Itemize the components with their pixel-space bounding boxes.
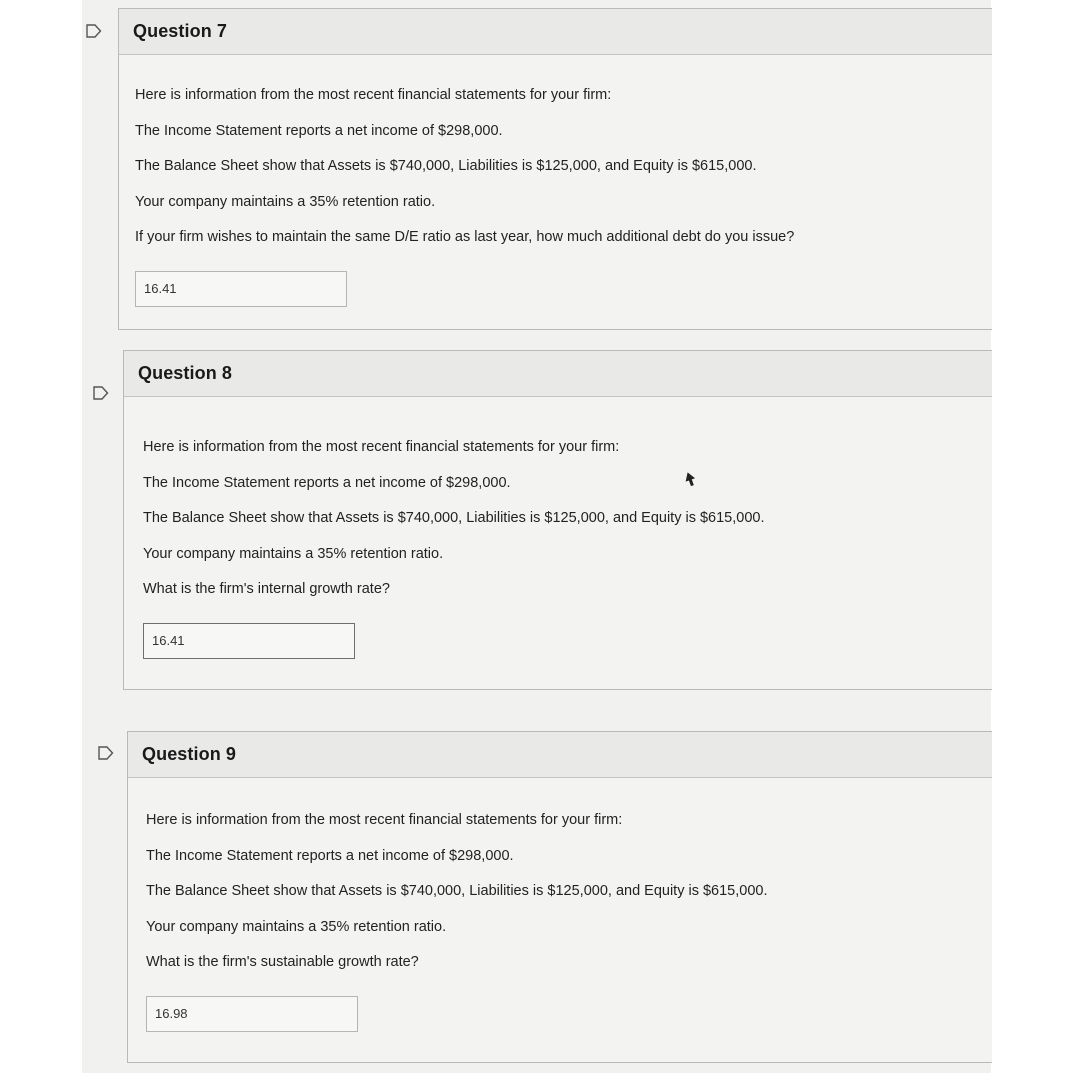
question-8-line-2: The Income Statement reports a net income of $298,000. [143, 474, 511, 491]
question-8-line-5: What is the firm's internal growth rate? [143, 581, 390, 597]
flag-question-8-icon[interactable] [93, 386, 109, 400]
question-9 [127, 731, 992, 1063]
question-9-line-3: The Balance Sheet show that Assets is $740,000, Liabilities is $125,000, and Equity is $615,000. [146, 883, 768, 899]
question-9-header [128, 732, 992, 778]
question-7-title: Question 7 [133, 21, 228, 41]
question-8-line-4: Your company maintains a 35% retention ratio. [143, 545, 444, 562]
question-8-line-1: Here is information from the most recent financial statements for your firm: [143, 439, 620, 455]
question-9-title: Question 9 [142, 744, 237, 764]
question-7-line-3: The Balance Sheet show that Assets is $740,000, Liabilities is $125,000, and Equity is $615,000. [135, 158, 757, 174]
question-8-header [124, 351, 992, 397]
question-7-line-5: If your firm wishes to maintain the same D/E ratio as last year, how much additional debt do you issue? [135, 229, 795, 245]
question-9-line-4: Your company maintains a 35% retention ratio. [146, 918, 447, 935]
question-9-answer-input[interactable] [146, 996, 358, 1032]
question-7-body [119, 55, 992, 307]
flag-question-9-icon[interactable] [98, 746, 114, 760]
question-8 [123, 350, 992, 690]
mouse-pointer-icon [684, 471, 696, 487]
question-8-body [124, 397, 992, 659]
question-9-line-1: Here is information from the most recent financial statements for your firm: [146, 812, 623, 828]
question-8-title: Question 8 [138, 363, 233, 383]
question-7-header [119, 9, 992, 55]
flag-question-7-icon[interactable] [86, 24, 102, 38]
question-9-body [128, 778, 992, 1032]
question-8-answer-input[interactable] [143, 623, 355, 659]
question-7-line-4: Your company maintains a 35% retention ratio. [135, 193, 436, 210]
question-7 [118, 8, 992, 330]
question-9-line-2: The Income Statement reports a net income of $298,000. [146, 847, 514, 864]
question-7-answer-input[interactable] [135, 271, 347, 307]
question-7-line-1: Here is information from the most recent financial statements for your firm: [135, 87, 612, 103]
question-8-line-3: The Balance Sheet show that Assets is $740,000, Liabilities is $125,000, and Equity is $615,000. [143, 510, 765, 526]
question-7-line-2: The Income Statement reports a net income of $298,000. [135, 122, 503, 139]
question-9-line-5: What is the firm's sustainable growth rate? [146, 954, 419, 970]
